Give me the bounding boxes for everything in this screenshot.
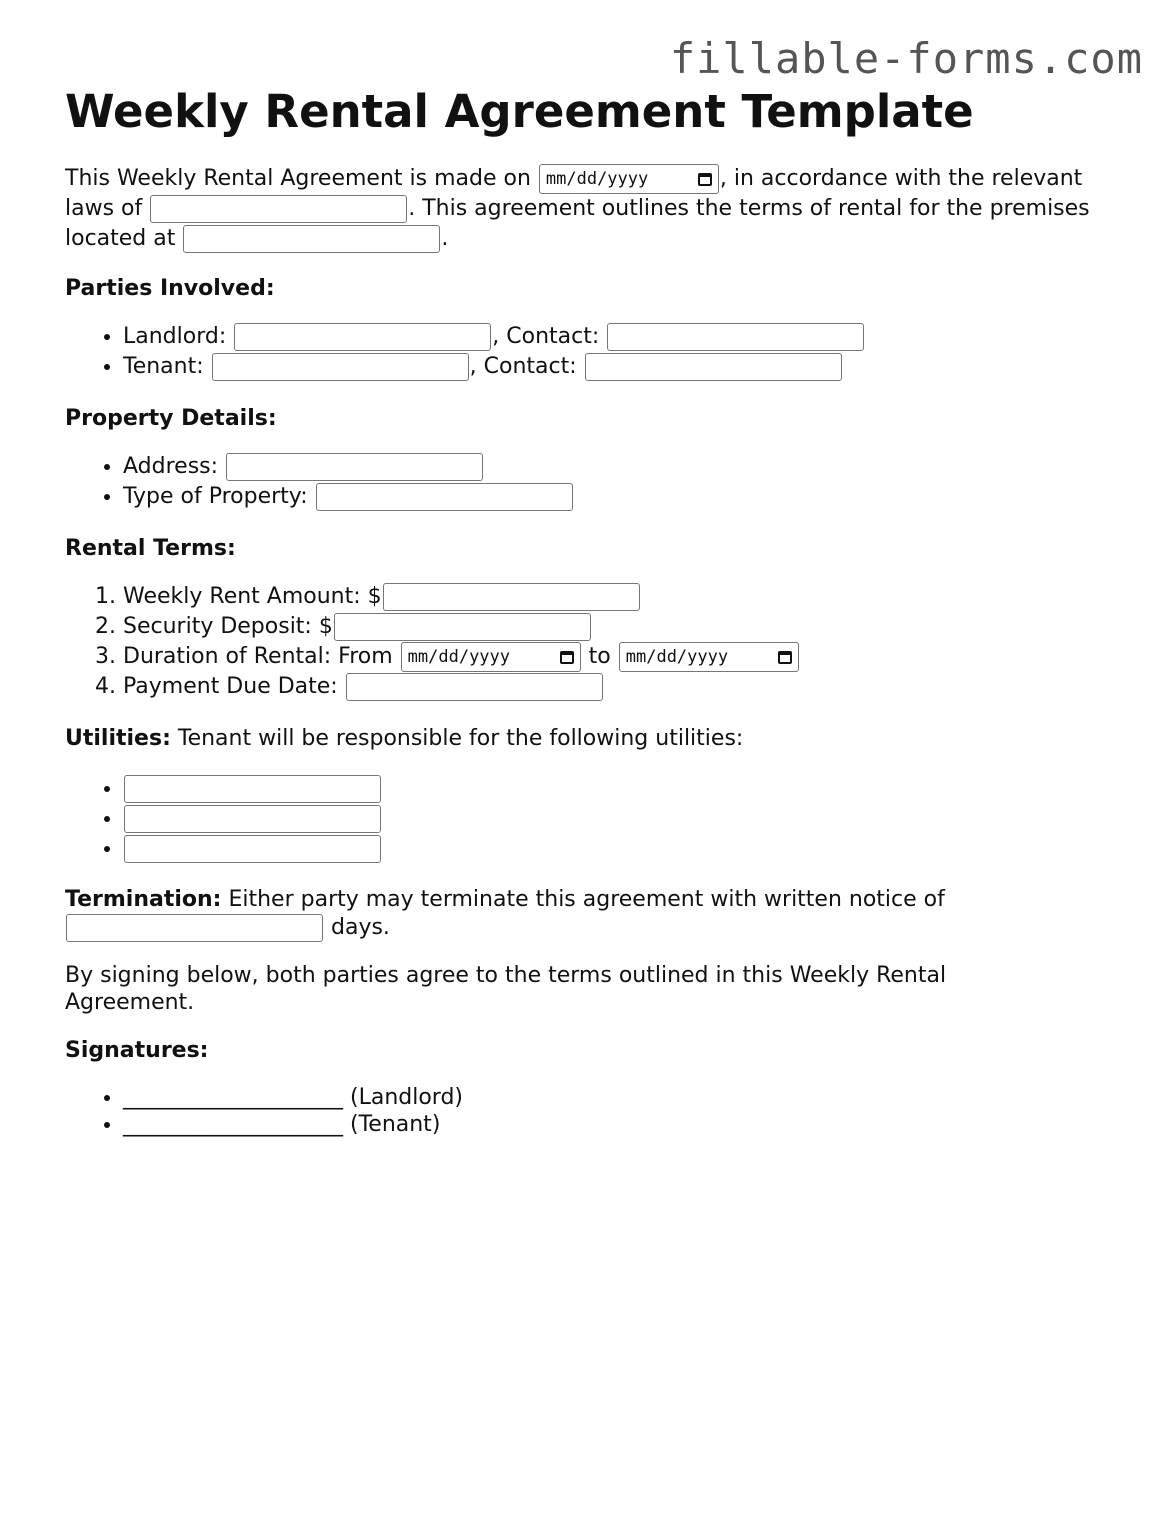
- signatures-heading: Signatures:: [65, 1038, 209, 1063]
- property-heading: Property Details:: [65, 406, 277, 431]
- termination-paragraph: [65, 886, 1005, 942]
- date-placeholder: mm/dd/yyyy: [545, 169, 649, 189]
- page-title: Weekly Rental Agreement Template: [65, 85, 974, 138]
- site-watermark: fillable-forms.com: [669, 34, 1143, 83]
- security-deposit-input[interactable]: [334, 613, 591, 641]
- duration-label: Duration of Rental: From: [123, 644, 393, 669]
- tenant-signature-line[interactable]: ____________________: [123, 1112, 343, 1137]
- tenant-contact-input[interactable]: [585, 353, 842, 381]
- list-item: [123, 642, 1105, 672]
- end-date-input[interactable]: [619, 642, 799, 672]
- landlord-label: Landlord:: [123, 324, 227, 349]
- list-item: [123, 1084, 1105, 1111]
- due-date-label: Payment Due Date:: [123, 674, 338, 699]
- agreement-document: [65, 86, 1105, 1160]
- tenant-label: Tenant:: [123, 354, 204, 379]
- intro-text-4: .: [441, 226, 449, 251]
- intro-text-2: , in accordance with the relevant laws of: [65, 166, 1083, 221]
- rent-label: Weekly Rent Amount: $: [123, 584, 382, 609]
- to-label: to: [588, 644, 611, 669]
- tenant-signature-label: (Tenant): [350, 1112, 441, 1137]
- address-input[interactable]: [226, 453, 483, 481]
- utilities-text: Tenant will be responsible for the following utilities:: [177, 726, 744, 751]
- termination-heading: Termination:: [65, 887, 222, 912]
- jurisdiction-input[interactable]: [150, 195, 407, 223]
- address-label: Address:: [123, 454, 219, 479]
- signatures-list: [65, 1084, 1105, 1138]
- list-item: [123, 352, 1105, 382]
- parties-list: [65, 322, 1105, 382]
- list-item: [123, 672, 1105, 702]
- list-item: [123, 582, 1105, 612]
- landlord-contact-input[interactable]: [607, 323, 864, 351]
- list-item: [123, 452, 1105, 482]
- property-type-label: Type of Property:: [123, 484, 308, 509]
- termination-text: Either party may terminate this agreement with written notice of: [228, 887, 945, 912]
- intro-text-1: This Weekly Rental Agreement is made on: [65, 166, 531, 191]
- list-item: [123, 1111, 1105, 1138]
- utility-input-3[interactable]: [124, 835, 381, 863]
- payment-due-date-input[interactable]: [346, 673, 603, 701]
- deposit-label: Security Deposit: $: [123, 614, 333, 639]
- contact-label: , Contact:: [492, 324, 600, 349]
- weekly-rent-input[interactable]: [383, 583, 640, 611]
- landlord-signature-line[interactable]: ____________________: [123, 1085, 343, 1110]
- list-item: [123, 804, 1105, 834]
- property-type-input[interactable]: [316, 483, 573, 511]
- intro-text-3: . This agreement outlines the terms of rental for the premises located at: [65, 196, 1090, 251]
- termination-suffix: days.: [331, 915, 390, 940]
- date-placeholder: mm/dd/yyyy: [625, 647, 729, 667]
- landlord-name-input[interactable]: [234, 323, 491, 351]
- calendar-icon[interactable]: [560, 651, 574, 664]
- tenant-name-input[interactable]: [212, 353, 469, 381]
- list-item: [123, 834, 1105, 864]
- premises-location-input[interactable]: [183, 225, 440, 253]
- list-item: [123, 612, 1105, 642]
- utilities-heading: Utilities:: [65, 726, 171, 751]
- utilities-paragraph: [65, 724, 1105, 754]
- utility-input-1[interactable]: [124, 775, 381, 803]
- date-placeholder: mm/dd/yyyy: [407, 647, 511, 667]
- list-item: [123, 322, 1105, 352]
- list-item: [123, 482, 1105, 512]
- calendar-icon[interactable]: [778, 651, 792, 664]
- rental-terms-heading: Rental Terms:: [65, 536, 236, 561]
- landlord-signature-label: (Landlord): [350, 1085, 464, 1110]
- agreement-date-input[interactable]: [539, 164, 719, 194]
- parties-heading: Parties Involved:: [65, 276, 275, 301]
- closing-paragraph: By signing below, both parties agree to the terms outlined in this Weekly Rental Agreement.: [65, 963, 947, 1015]
- utilities-list: [65, 774, 1105, 864]
- rental-terms-list: [65, 582, 1105, 702]
- notice-days-input[interactable]: [66, 914, 323, 942]
- contact-label: , Contact:: [469, 354, 577, 379]
- calendar-icon[interactable]: [698, 173, 712, 186]
- intro-paragraph: [65, 164, 1105, 254]
- list-item: [123, 774, 1105, 804]
- start-date-input[interactable]: [401, 642, 581, 672]
- utility-input-2[interactable]: [124, 805, 381, 833]
- property-list: [65, 452, 1105, 512]
